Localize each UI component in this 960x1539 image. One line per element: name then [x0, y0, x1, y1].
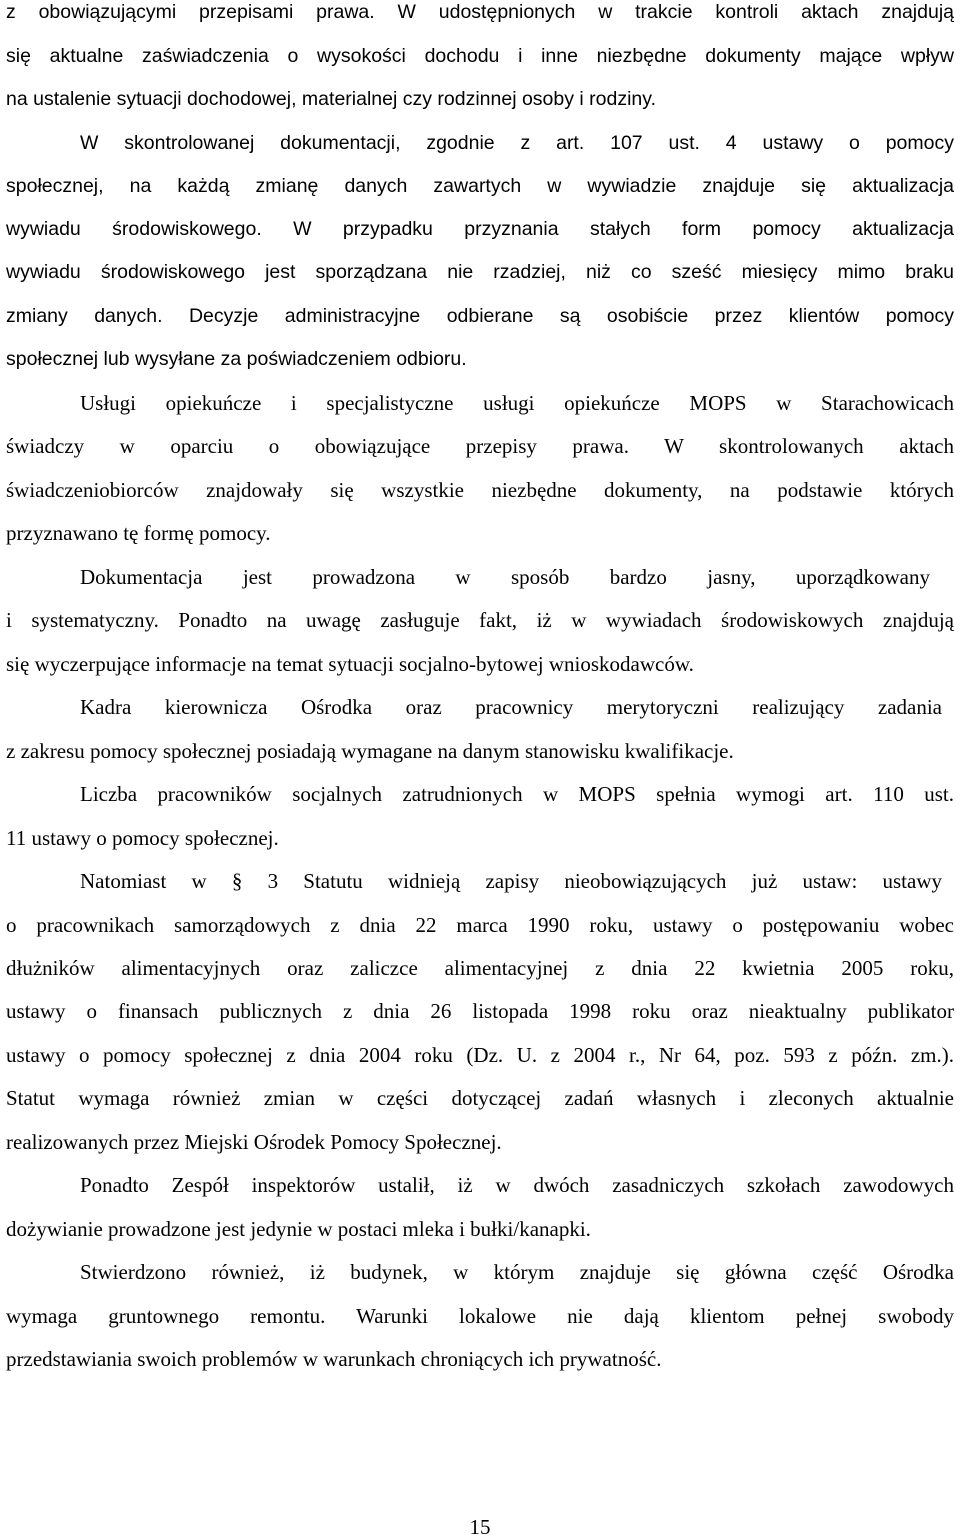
text-line: wywiadu środowiskowego jest sporządzana nie rzadziej, niż co sześć miesięcy mimo braku: [6, 261, 954, 283]
text-line: wymaga gruntownego remontu. Warunki lokalowe nie dają klientom pełnej swobody: [6, 1304, 954, 1328]
text-line: wywiadu środowiskowego. W przypadku przyznania stałych form pomocy aktualizacja: [6, 218, 954, 240]
text-line: Statut wymaga również zmian w części dotyczącej zadań własnych i zleconych aktualnie: [6, 1086, 954, 1110]
text-line: na ustalenie sytuacji dochodowej, materialnej czy rodzinnej osoby i rodziny.: [6, 88, 656, 110]
text-line: przedstawiania swoich problemów w warunkach chroniących ich prywatność.: [6, 1347, 662, 1371]
text-line: się wyczerpujące informacje na temat sytuacji socjalno-bytowej wnioskodawców.: [6, 652, 694, 676]
text-line: społecznej lub wysyłane za poświadczeniem odbioru.: [6, 348, 467, 370]
text-line: realizowanych przez Miejski Ośrodek Pomocy Społecznej.: [6, 1130, 502, 1154]
text-line: ustawy o finansach publicznych z dnia 26 listopada 1998 roku oraz nieaktualny publikator: [6, 999, 954, 1023]
text-line: i systematyczny. Ponadto na uwagę zasługuje fakt, iż w wywiadach środowiskowych znajdują: [6, 608, 954, 632]
text-line: zmiany danych. Decyzje administracyjne odbierane są osobiście przez klientów pomocy: [6, 305, 954, 327]
text-line: Liczba pracowników socjalnych zatrudnionych w MOPS spełnia wymogi art. 110 ust.: [80, 782, 954, 806]
text-line: z obowiązującymi przepisami prawa. W udostępnionych w trakcie kontroli aktach znajdują: [6, 1, 954, 23]
text-line: dożywianie prowadzone jest jedynie w postaci mleka i bułki/kanapki.: [6, 1217, 591, 1241]
text-line: Natomiast w § 3 Statutu widnieją zapisy nieobowiązujących już ustaw: ustawy: [80, 869, 942, 893]
text-line: o pracownikach samorządowych z dnia 22 marca 1990 roku, ustawy o postępowaniu wobec: [6, 913, 954, 937]
text-line: Stwierdzono również, iż budynek, w którym znajduje się główna część Ośrodka: [80, 1260, 954, 1284]
text-line: świadczy w oparciu o obowiązujące przepisy prawa. W skontrolowanych aktach: [6, 434, 954, 458]
text-line: Dokumentacja jest prowadzona w sposób bardzo jasny, uporządkowany: [80, 565, 930, 589]
text-line: świadczeniobiorców znajdowały się wszystkie niezbędne dokumenty, na podstawie których: [6, 478, 954, 502]
text-line: ustawy o pomocy społecznej z dnia 2004 roku (Dz. U. z 2004 r., Nr 64, poz. 593 z późn. zm.).: [6, 1043, 954, 1067]
text-line: się aktualne zaświadczenia o wysokości dochodu i inne niezbędne dokumenty mające wpływ: [6, 45, 954, 67]
text-line: Kadra kierownicza Ośrodka oraz pracownicy merytoryczni realizujący zadania: [80, 695, 942, 719]
text-line: 11 ustawy o pomocy społecznej.: [6, 826, 279, 850]
text-line: społecznej, na każdą zmianę danych zawartych w wywiadzie znajduje się aktualizacja: [6, 175, 954, 197]
text-line: W skontrolowanej dokumentacji, zgodnie z art. 107 ust. 4 ustawy o pomocy: [80, 132, 954, 154]
text-line: Usługi opiekuńcze i specjalistyczne usługi opiekuńcze MOPS w Starachowicach: [80, 391, 954, 415]
text-line: Ponadto Zespół inspektorów ustalił, iż w dwóch zasadniczych szkołach zawodowych: [80, 1173, 954, 1197]
text-line: dłużników alimentacyjnych oraz zaliczce alimentacyjnej z dnia 22 kwietnia 2005 roku,: [6, 956, 954, 980]
text-line: przyznawano tę formę pomocy.: [6, 521, 271, 545]
page-number: 15: [469, 1515, 491, 1539]
text-line: z zakresu pomocy społecznej posiadają wymagane na danym stanowisku kwalifikacje.: [6, 739, 734, 763]
